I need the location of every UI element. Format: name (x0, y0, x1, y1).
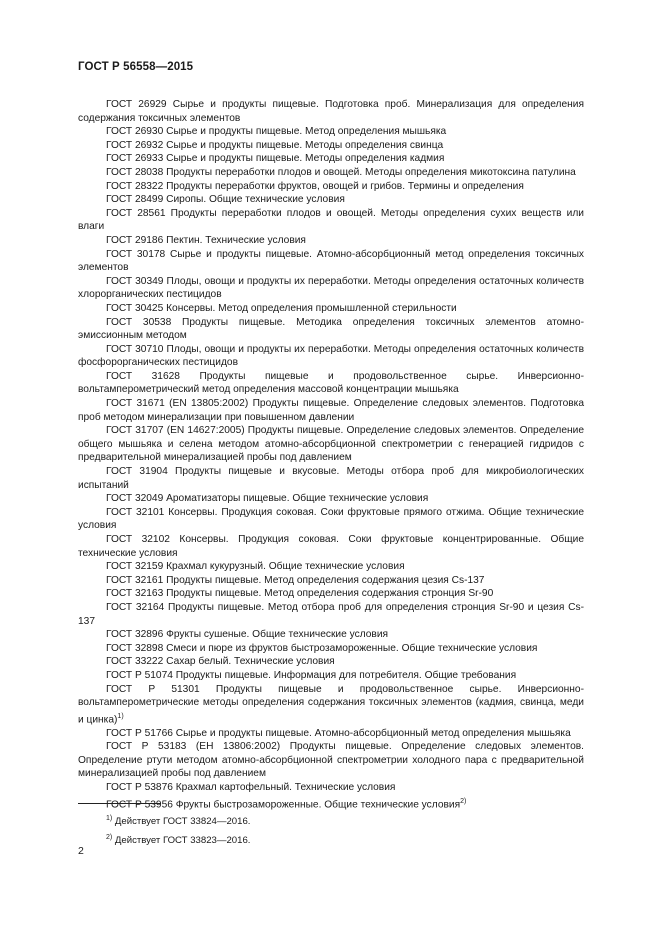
reference-item: ГОСТ 32102 Консервы. Продукция соковая. Соки фруктовые концентрированные. Общие технические условия (78, 534, 584, 559)
reference-item: ГОСТ Р 51301 Продукты пищевые и продовольственное сырье. Инверсионно-вольтамперометрические методы определения содержания токсичных элементов (кадмия, свинца, меди и цинка)$^{1)}$ (78, 683, 584, 726)
reference-item: ГОСТ 32049 Ароматизаторы пищевые. Общие технические условия (106, 493, 429, 505)
footnote-item: $^{2)}$ Действует ГОСТ 33823—2016. (106, 833, 251, 846)
reference-item: ГОСТ 32896 Фрукты сушеные. Общие технические условия (106, 629, 389, 641)
reference-item: ГОСТ 32101 Консервы. Продукция соковая. Соки фруктовые прямого отжима. Общие технические условия (78, 506, 584, 532)
reference-item: ГОСТ 31628 Продукты пищевые и продовольственное сырье. Инверсионно-вольтамперометрический метод определения массовой концентрации мышьяка (78, 370, 584, 396)
reference-item: ГОСТ 33222 Сахар белый. Технические условия (106, 656, 335, 668)
reference-item: ГОСТ 30349 Плоды, овощи и продукты их переработки. Методы определения остаточных количеств хлорорганических пестицидов (78, 275, 584, 301)
document-header: ГОСТ Р 56558—2015 (78, 61, 194, 73)
reference-item: ГОСТ 30178 Сырье и продукты пищевые. Атомно-абсорбционный метод определения токсичных элементов (78, 248, 584, 274)
reference-item: ГОСТ 31707 (EN 14627:2005) Продукты пищевые. Определение следовых элементов. Определение общего мышьяка и селена методом атомно-абсорбционной спектрометрии с генерацией гидридов с предварительной минерализацией пробы под давлением (78, 425, 584, 464)
reference-item: ГОСТ 31904 Продукты пищевые и вкусовые. Методы отбора проб для микробиологических испытаний (78, 466, 584, 491)
reference-item: ГОСТ 30425 Консервы. Метод определения промышленной стерильности (106, 302, 457, 314)
footnote-item: $^{1)}$ Действует ГОСТ 33824—2016. (106, 815, 251, 828)
reference-item: ГОСТ 32159 Крахмал кукурузный. Общие технические условия (106, 561, 405, 573)
normative-references-list (78, 98, 584, 812)
reference-item: ГОСТ Р 53876 Крахмал картофельный. Технические условия (106, 782, 396, 794)
reference-item: ГОСТ 26930 Сырье и продукты пищевые. Метод определения мышьяка (106, 126, 447, 138)
reference-item: ГОСТ 28038 Продукты переработки плодов и овощей. Методы определения микотоксина патулина (106, 166, 576, 178)
reference-item: ГОСТ 26929 Сырье и продукты пищевые. Подготовка проб. Минерализация для определения содержания токсичных элементов (78, 99, 584, 124)
reference-item: ГОСТ Р 53956 Фрукты быстрозамороженные. Общие технические условия$^{2)}$ (106, 797, 467, 811)
reference-item: ГОСТ 26932 Сырье и продукты пищевые. Методы определения свинца (106, 139, 444, 151)
reference-item: ГОСТ 32163 Продукты пищевые. Метод определения содержания стронция Sr-90 (106, 588, 494, 600)
reference-item: ГОСТ 28499 Сиропы. Общие технические условия (106, 194, 345, 206)
reference-item: ГОСТ 28322 Продукты переработки фруктов, овощей и грибов. Термины и определения (106, 180, 524, 192)
reference-item: ГОСТ 26933 Сырье и продукты пищевые. Методы определения кадмия (106, 153, 445, 165)
reference-item: ГОСТ 28561 Продукты переработки плодов и овощей. Методы определения сухих веществ или влаги (78, 207, 584, 233)
footnote-divider (78, 803, 160, 804)
footnote-marker: 2) (460, 797, 467, 805)
reference-item: ГОСТ 30538 Продукты пищевые. Методика определения токсичных элементов атомно-эмиссионным методом (78, 316, 584, 342)
footnotes (106, 811, 250, 848)
reference-item: ГОСТ 29186 Пектин. Технические условия (106, 234, 306, 246)
footnote-marker: 1) (117, 712, 124, 720)
reference-item: ГОСТ 30710 Плоды, овощи и продукты их переработки. Методы определения остаточных количеств фосфорорганических пестицидов (78, 343, 584, 369)
reference-item: ГОСТ 32161 Продукты пищевые. Метод определения содержания цезия Cs-137 (106, 574, 485, 586)
page-number: 2 (78, 845, 84, 857)
reference-item: ГОСТ 31671 (EN 13805:2002) Продукты пищевые. Определение следовых элементов. Подготовка проб методом минерализации при повышенном давлении (78, 398, 584, 423)
reference-item: ГОСТ 32898 Смеси и пюре из фруктов быстрозамороженные. Общие технические условия (106, 642, 538, 654)
reference-item: ГОСТ Р 53183 (ЕН 13806:2002) Продукты пищевые. Определение следовых элементов. Определение ртути методом атомно-абсорбционной спектрометрии холодного пара с предварительной минерализацией пробы под давлением (78, 741, 584, 780)
reference-item: ГОСТ 32164 Продукты пищевые. Метод отбора проб для определения стронция Sr-90 и цезия Cs-137 (78, 601, 584, 627)
reference-item: ГОСТ Р 51766 Сырье и продукты пищевые. Атомно-абсорбционный метод определения мышьяка (106, 727, 571, 739)
reference-item: ГОСТ Р 51074 Продукты пищевые. Информация для потребителя. Общие требования (106, 669, 517, 681)
